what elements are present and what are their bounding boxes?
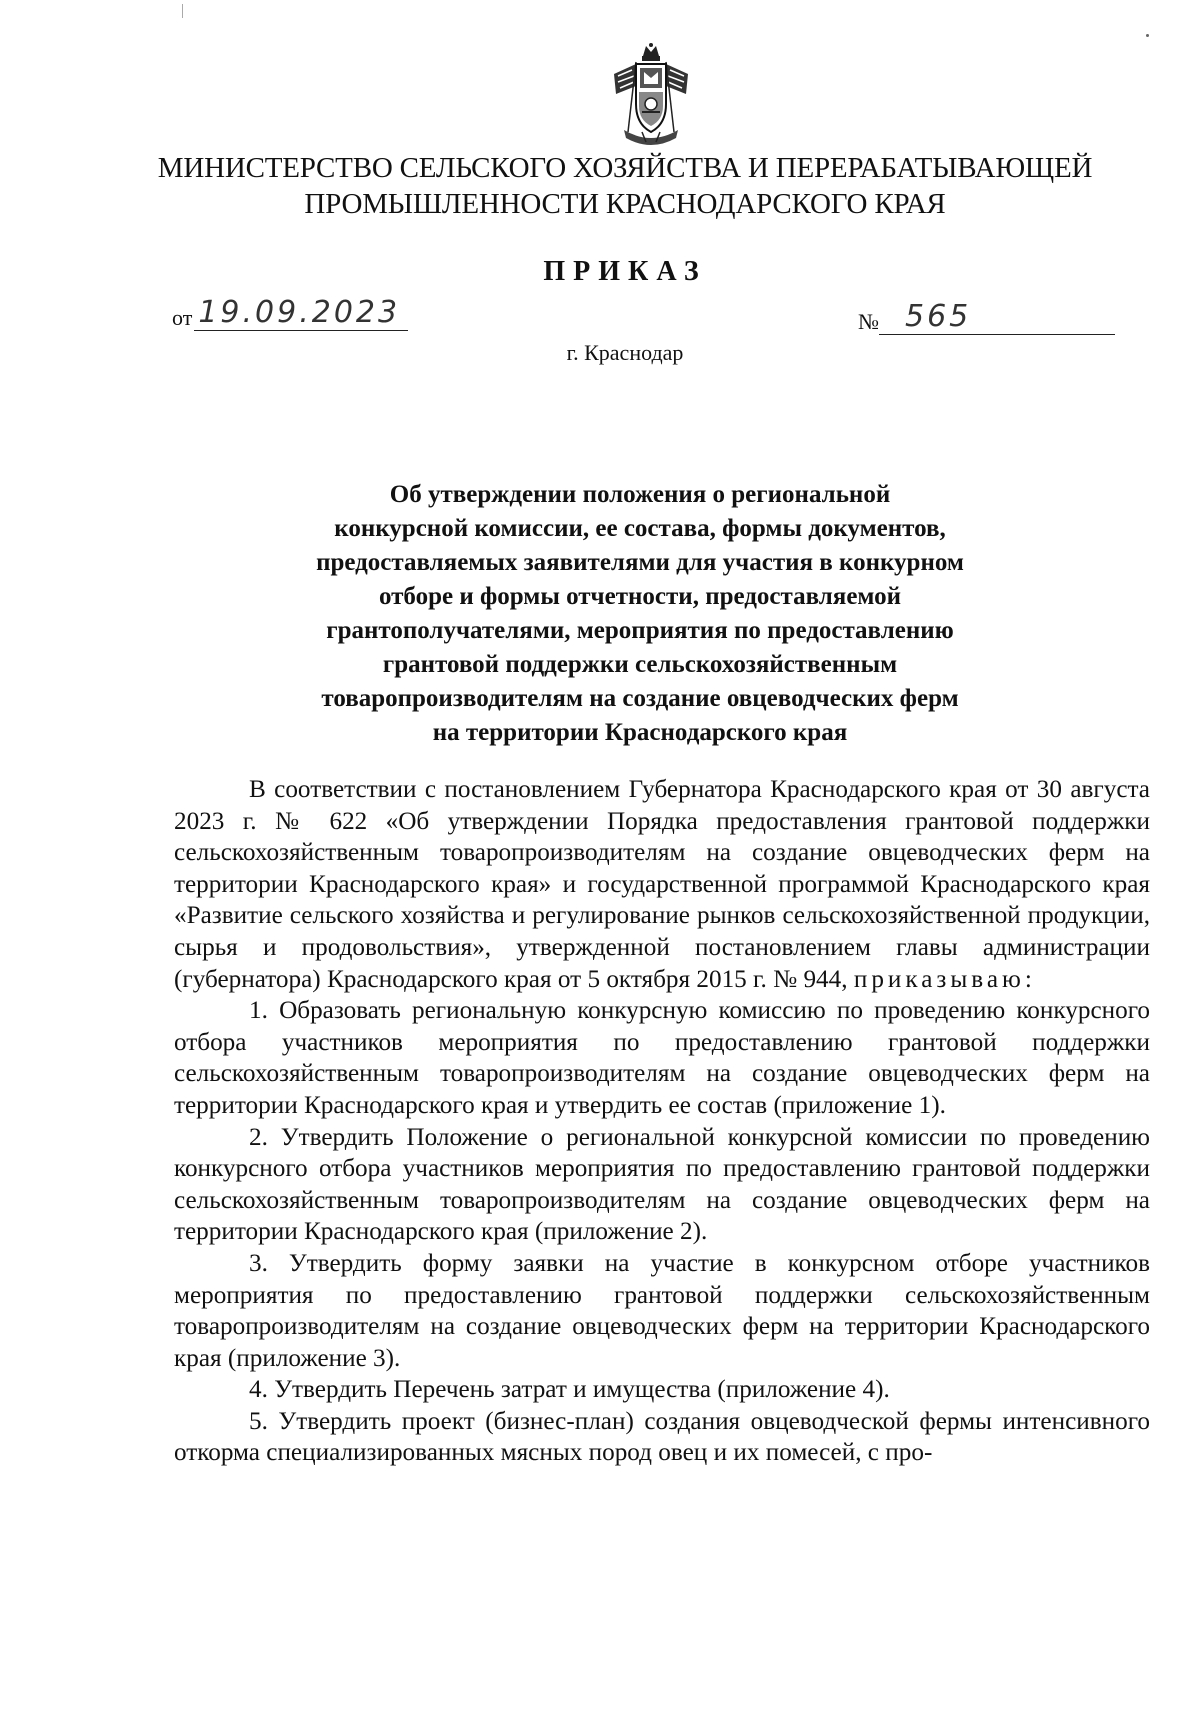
subject-line: на территории Краснодарского края (432, 719, 848, 746)
order-title: ПРИКАЗ (543, 256, 707, 287)
order-city: г. Краснодар (566, 340, 684, 365)
coat-of-arms-icon (606, 42, 696, 152)
scan-artifact-mark (182, 4, 183, 18)
order-word: приказываю: (853, 965, 1036, 993)
ministry-name-line: ПРОМЫШЛЕННОСТИ КРАСНОДАРСКОГО КРАЯ (304, 188, 946, 220)
order-body (174, 774, 1150, 1469)
subject-line: грантополучателями, мероприятия по предоставлению (326, 617, 954, 644)
order-item: 4. Утвердить Перечень затрат и имущества (приложение 4). (249, 1376, 890, 1404)
subject-line: товаропроизводителям на создание овцеводческих ферм (321, 685, 959, 712)
order-number-handwritten: 565 (879, 300, 1115, 335)
order-item: 5. Утвердить проект (бизнес-план) создания овцеводческой фермы интенсивного откорма специализированных мясных пород овец и их помесей, с про- (174, 1407, 1150, 1467)
intro-paragraph (174, 774, 1150, 995)
ministry-name-line: МИНИСТЕРСТВО СЕЛЬСКОГО ХОЗЯЙСТВА И ПЕРЕРАБАТЫВАЮЩЕЙ (157, 152, 1093, 184)
subject-line: предоставляемых заявителями для участия в конкурном (316, 549, 964, 576)
date-prefix: от (172, 305, 193, 330)
subject-line: Об утверждении положения о региональной (389, 481, 891, 508)
subject-line: конкурсной комиссии, ее состава, формы документов, (334, 515, 946, 542)
order-item: 2. Утвердить Положение о региональной конкурсной комиссии по проведению конкурсного отбора участников мероприятия по предоставлению грантовой поддержки сельскохозяйственным товаропроизводителям на создание овцеводческих ферм на территории Краснодарского края (приложение 2). (174, 1123, 1150, 1246)
order-item: 1. Образовать региональную конкурсную комиссию по проведению конкурсного отбора участников мероприятия по предоставлению грантовой поддержки сельскохозяйственным товаропроизводителям на создание овцеводческих ферм на территории Краснодарского края и утвердить ее состав (приложение 1). (174, 997, 1150, 1119)
ministry-name (150, 150, 1100, 222)
subject-line: отборе и формы отчетности, предоставляемой (378, 583, 902, 610)
order-number-field (858, 300, 1115, 335)
intro-text: В соответствии с постановлением Губернатора Краснодарского края от 30 августа 2023 г. № 622 «Об утверждении Порядка предоставления грантовой поддержки сельскохозяйственным товаропроизводителям на создание овцеводческих ферм на территории Краснодарского края» и государственной программой Краснодарского края «Развитие сельского хозяйства и регулирование рынков сельскохозяйственной продукции, сырья и продовольствия», утвержденной постановлением главы администрации (губернатора) Краснодарского края от 5 октября 2015 г. № 944, (174, 776, 1150, 993)
number-prefix: № (858, 309, 879, 334)
order-date-field (172, 296, 408, 331)
order-date-handwritten: 19.09.2023 (194, 296, 408, 331)
order-subject (170, 478, 1110, 750)
subject-line: грантовой поддержки сельскохозяйственным (382, 651, 898, 678)
order-item: 3. Утвердить форму заявки на участие в конкурсном отборе участников мероприятия по предоставлению грантовой поддержки сельскохозяйственным товаропроизводителям на создание овцеводческих ферм на территории Краснодарского края (приложение 3). (174, 1249, 1150, 1372)
scan-artifact-dot (1146, 34, 1149, 37)
